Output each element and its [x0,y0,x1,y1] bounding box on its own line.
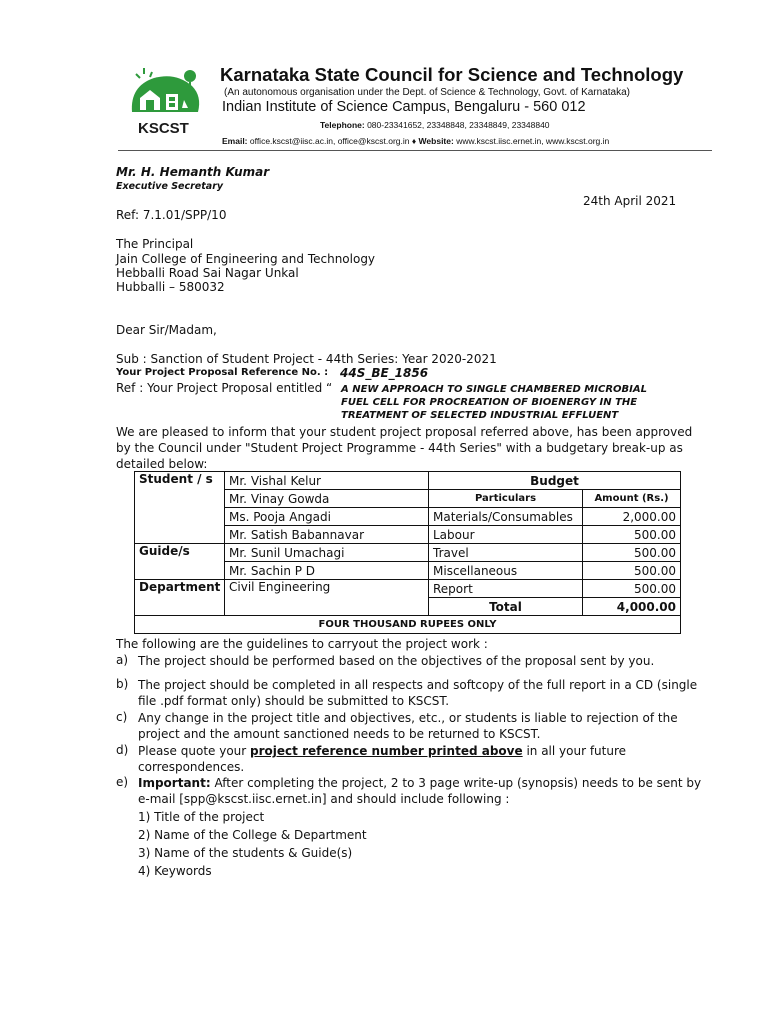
guideline-item [138,710,678,742]
important-label: Important: [138,776,211,790]
amount-cell: 500.00 [583,544,681,562]
letter-date: 24th April 2021 [583,194,677,208]
intro-paragraph [116,424,692,472]
list-marker: c) [116,710,128,724]
students-label: Student / s [135,472,225,544]
project-title-line: FUEL CELL FOR PROCREATION OF BIOENERGY IN THE [341,397,638,408]
guideline-line: file .pdf format only) should be submitted to KSCST. [138,694,450,708]
address-line: Hubballi – 580032 [116,280,225,294]
budget-table [134,471,681,634]
website-urls[interactable]: www.kscst.iisc.ernet.in, www.kscst.org.in [453,136,610,146]
title-label: Ref : Your Project Proposal entitled “ [116,381,333,395]
particular-cell: Materials/Consumables [429,508,583,526]
project-title [341,383,647,422]
subject-line: Sub : Sanction of Student Project - 44th Series: Year 2020-2021 [116,352,497,366]
header-divider [118,150,712,151]
sub-item: 2) Name of the College & Department [138,828,367,842]
sender-title: Executive Secretary [116,181,224,192]
student-name: Ms. Pooja Angadi [225,508,429,526]
particular-cell: Miscellaneous [429,562,583,580]
department-name: Civil Engineering [225,580,429,616]
total-label: Total [429,598,583,616]
department-label: Department [135,580,225,616]
intro-line: by the Council under "Student Project Programme - 44th Series" with a budgetary break-up as [116,441,683,455]
total-amount: 4,000.00 [583,598,681,616]
proposal-ref-label: Your Project Proposal Reference No. : [116,367,329,378]
guideline-text: in all your future [522,744,627,758]
particular-cell: Labour [429,526,583,544]
guideline-item [138,775,701,807]
emphasis-text: project reference number printed above [250,744,523,758]
sub-item: 4) Keywords [138,864,212,878]
amount-in-words: FOUR THOUSAND RUPEES ONLY [135,616,681,634]
particular-cell: Travel [429,544,583,562]
org-telephone [320,120,550,130]
guideline-text: After completing the project, 2 to 3 page write-up (synopsis) needs to be sent by [210,776,702,790]
table-row [135,580,681,598]
guideline-item [138,743,626,775]
org-contact [222,136,609,146]
amount-header: Amount (Rs.) [583,490,681,508]
particular-cell: Report [429,580,583,598]
salutation: Dear Sir/Madam, [116,323,217,337]
guide-name: Mr. Sachin P D [225,562,429,580]
sub-item: 1) Title of the project [138,810,265,824]
org-subtitle: (An autonomous organisation under the Dept. of Science & Technology, Govt. of Karnataka) [224,87,630,98]
project-title-line: TREATMENT OF SELECTED INDUSTRIAL EFFLUENT [341,410,619,421]
address-line: Jain College of Engineering and Technology [116,252,376,266]
guideline-item [138,653,654,669]
list-marker: e) [116,775,129,789]
email-addresses[interactable]: office.kscst@iisc.ac.in, office@kscst.org.in [247,136,412,146]
guideline-line: correspondences. [138,760,245,774]
particulars-header: Particulars [429,490,583,508]
org-campus: Indian Institute of Science Campus, Bengaluru - 560 012 [222,99,586,115]
intro-line: We are pleased to inform that your student project proposal referred above, has been approved [116,425,693,439]
table-row [135,472,681,490]
website-label: ♦ Website: [411,136,454,146]
guideline-line: Any change in the project title and objectives, etc., or students is liable to rejection of the [138,711,678,725]
logo-text: KSCST [138,120,189,137]
project-title-line: A NEW APPROACH TO SINGLE CHAMBERED MICROBIAL [341,384,647,395]
list-marker: b) [116,677,129,691]
guideline-line [138,775,701,791]
guideline-line: e-mail [spp@kscst.iisc.ernet.in] and should include following : [138,792,510,806]
amount-cell: 500.00 [583,580,681,598]
student-name: Mr. Vinay Gowda [225,490,429,508]
letter-ref: Ref: 7.1.01/SPP/10 [116,208,227,222]
budget-heading: Budget [429,472,681,490]
address-line: Hebballi Road Sai Nagar Unkal [116,266,299,280]
org-name: Karnataka State Council for Science and Technology [220,64,684,85]
guideline-line: project and the amount sanctioned needs to be returned to KSCST. [138,727,541,741]
amount-cell: 500.00 [583,562,681,580]
kscst-logo [126,64,212,144]
telephone-label: Telephone: [320,120,365,130]
intro-line: detailed below: [116,457,208,471]
table-row [135,544,681,562]
guideline-line [138,743,626,759]
guidelines-intro: The following are the guidelines to carryout the project work : [116,637,488,651]
email-label: Email: [222,136,248,146]
address-line: The Principal [116,237,194,251]
list-marker: d) [116,743,129,757]
guideline-line: The project should be performed based on the objectives of the proposal sent by you. [138,654,655,668]
guide-name: Mr. Sunil Umachagi [225,544,429,562]
table-row [135,616,681,634]
sub-item: 3) Name of the students & Guide(s) [138,846,353,860]
proposal-ref-number: 44S_BE_1856 [340,366,429,380]
student-name: Mr. Vishal Kelur [225,472,429,490]
student-name: Mr. Satish Babannavar [225,526,429,544]
telephone-numbers: 080-23341652, 23348848, 23348849, 23348840 [364,120,550,130]
sender-name: Mr. H. Hemanth Kumar [116,165,270,179]
guideline-text: Please quote your [138,744,251,758]
amount-cell: 2,000.00 [583,508,681,526]
guides-label: Guide/s [135,544,225,580]
amount-cell: 500.00 [583,526,681,544]
list-marker: a) [116,653,129,667]
guideline-item [138,677,697,709]
guideline-line: The project should be completed in all respects and softcopy of the full report in a CD (single [138,678,698,692]
